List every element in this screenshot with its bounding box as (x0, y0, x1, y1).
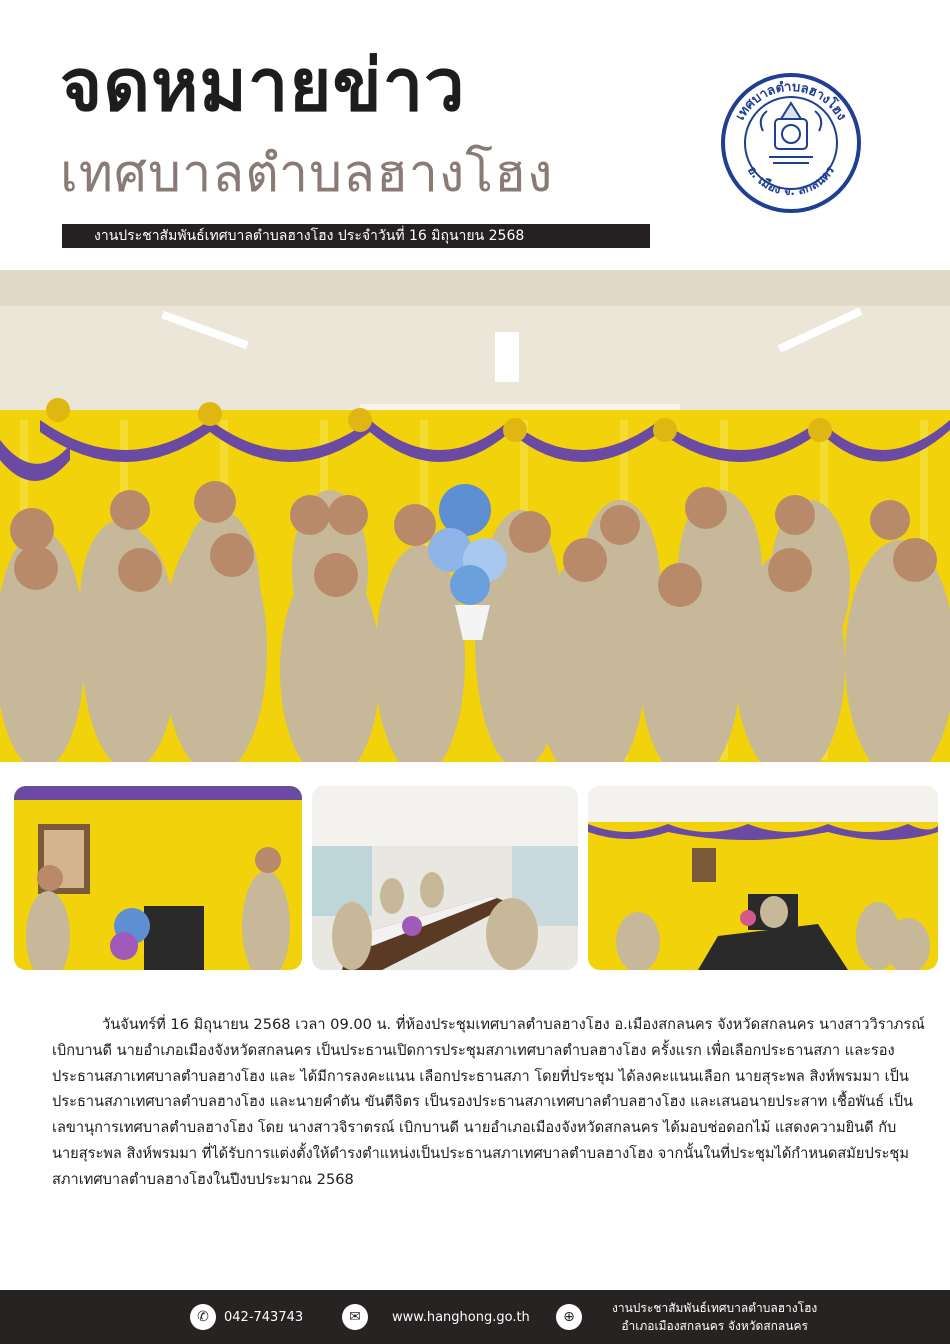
seal-top-text: เทศบาลตำบลฮางโฮง (732, 79, 850, 123)
globe-icon: ⊕ (556, 1304, 582, 1330)
photo-meeting-room (312, 786, 578, 970)
hero-photo (0, 270, 950, 762)
footer (0, 1290, 950, 1344)
mail-icon: ✉ (342, 1304, 368, 1330)
photo-council-meeting (588, 786, 938, 970)
footer-email[interactable] (342, 1290, 376, 1344)
article-paragraph: วันจันทร์ที่ 16 มิถุนายน 2568 เวลา 09.00 น. ที่ห้องประชุมเทศบาลตำบลฮางโฮง อ.เมืองสกลนคร จังหวัดสกลนคร นางสาววิราภรณ์ เบิกบานดี นายอำเภอเมืองจังหวัดสกลนคร เป็นประธานเปิดการประชุมสภาเทศบาลตำบลฮางโฮง ครั้งแรก เพื่อเลือกประธานสภา และรองประธานสภาเทศบาลตำบลฮางโฮง และ ได้มีการลงคะแนน เลือกประธานสภา โดยที่ประชุม ได้ลงคะแนนเลือก นายสุระพล สิงห์พรมมา เป็นประธานสภาเทศบาลตำบลฮางโฮง และนายคำตัน ขันตีจิตร เป็นรองประธานสภาเทศบาลตำบลฮางโฮง และเสนอนายประสาท เชื้อพันธ์ เป็นเลขานุการเทศบาลตำบลฮางโฮง โดย นางสาวจิราตรณ์ เบิกบานดี นายอำเภอเมืองจังหวัดสกลนคร ได้มอบช่อดอกไม้ แสดงความยินดี กับ นายสุระพล สิงห์พรมมา ที่ได้รับการแต่งตั้งให้ดำรงตำแหน่งเป็นประธานสภาเทศบาลตำบลฮางโฮง จากนั้นในที่ประชุมได้กำหนดสมัยประชุมสภาเทศบาลตำบลฮางโฮงในปีงบประมาณ 2568 (52, 1016, 925, 1188)
seal-bottom-text: อ. เมือง จ. สกลนคร (744, 163, 838, 199)
footer-website[interactable] (392, 1290, 530, 1344)
phone-number: 042-743743 (224, 1309, 304, 1325)
municipal-seal (703, 73, 879, 213)
article-body (52, 1012, 926, 1193)
date-bar: งานประชาสัมพันธ์เทศบาลตำบลฮางโฮง ประจำวันที่ 16 มิถุนายน 2568 (62, 224, 650, 248)
website-link[interactable]: www.hanghong.go.th (392, 1309, 530, 1325)
org-line-2: อำเภอเมืองสกลนคร จังหวัดสกลนคร (621, 1319, 808, 1333)
newsletter-title: จดหมายข่าว (60, 43, 466, 127)
footer-phone[interactable] (190, 1290, 303, 1344)
footer-organization (612, 1290, 817, 1344)
phone-icon: ✆ (190, 1304, 216, 1330)
municipality-name: เทศบาลตำบลฮางโฮง (60, 144, 554, 204)
org-line-1: งานประชาสัมพันธ์เทศบาลตำบลฮางโฮง (612, 1301, 818, 1315)
footer-web-icon (556, 1290, 590, 1344)
photo-speaker (14, 786, 302, 970)
